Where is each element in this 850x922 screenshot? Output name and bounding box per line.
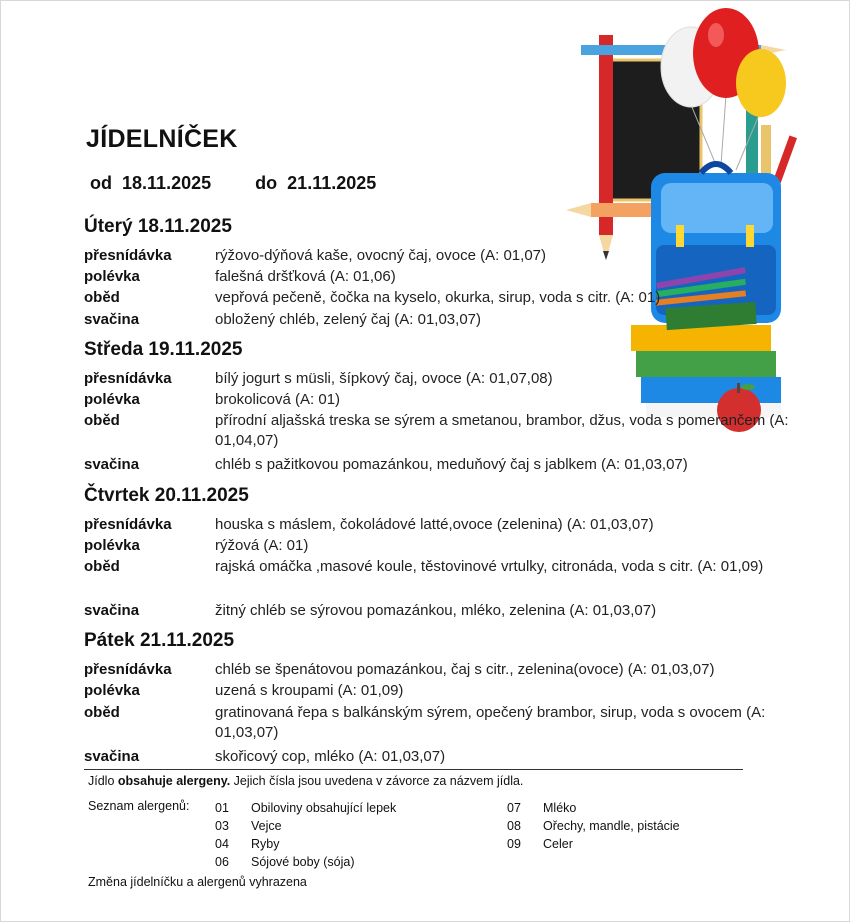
note-text: Jídlo bbox=[88, 774, 118, 788]
allergen-item bbox=[215, 799, 396, 817]
allergen-column bbox=[215, 799, 396, 871]
to-label: do bbox=[255, 173, 278, 193]
allergen-item bbox=[215, 817, 396, 835]
yellow-balloon-shape bbox=[736, 49, 786, 117]
meal-label: polévka bbox=[84, 682, 140, 699]
allergen-item bbox=[215, 835, 396, 853]
allergen-name: Obiloviny obsahující lepek bbox=[251, 801, 397, 815]
meal-text: houska s máslem, čokoládové latté,ovoce (zelenina) (A: 01,03,07) bbox=[215, 516, 654, 533]
allergen-name: Ryby bbox=[251, 837, 280, 851]
meal-label: oběd bbox=[84, 704, 120, 721]
meal-label: polévka bbox=[84, 537, 140, 554]
meal-label: polévka bbox=[84, 268, 140, 285]
page-title: JÍDELNÍČEK bbox=[86, 125, 238, 153]
allergen-code: 08 bbox=[507, 819, 521, 833]
meal-text: obložený chléb, zelený čaj (A: 01,03,07) bbox=[215, 311, 481, 328]
allergen-item bbox=[507, 817, 680, 835]
to-date: 21.11.2025 bbox=[287, 173, 377, 193]
meal-label: přesnídávka bbox=[84, 661, 172, 678]
allergen-name: Sójové boby (sója) bbox=[251, 855, 355, 869]
allergen-item bbox=[215, 853, 396, 871]
day-heading: Čtvrtek 20.11.2025 bbox=[84, 485, 249, 506]
allergen-list-label: Seznam alergenů: bbox=[88, 799, 190, 813]
meal-label: svačina bbox=[84, 748, 140, 765]
allergen-code: 03 bbox=[215, 819, 229, 833]
meal-text: bílý jogurt s müsli, šípkový čaj, ovoce (A: 01,07,08) bbox=[215, 370, 553, 387]
meal-text: chléb se špenátovou pomazánkou, čaj s citr., zelenina(ovoce) (A: 01,03,07) bbox=[215, 661, 715, 678]
meal-text: vepřová pečeně, čočka na kyselo, okurka, sirup, voda s citr. (A: 01) bbox=[215, 289, 661, 306]
allergen-name: Vejce bbox=[251, 819, 282, 833]
note-text: Jejich čísla jsou uvedena v závorce za názvem jídla. bbox=[230, 774, 524, 788]
meal-label: přesnídávka bbox=[84, 516, 172, 533]
meal-label: oběd bbox=[84, 558, 120, 575]
meal-text: gratinovaná řepa s balkánským sýrem, opečený brambor, sirup, voda s ovocem (A: 01,03,07) bbox=[215, 704, 766, 741]
meal-text: rýžovo-dýňová kaše, ovocný čaj, ovoce (A: 01,07) bbox=[215, 247, 546, 264]
allergen-name: Ořechy, mandle, pistácie bbox=[543, 819, 680, 833]
day-heading: Středa 19.11.2025 bbox=[84, 339, 243, 360]
allergen-code: 01 bbox=[215, 801, 229, 815]
meal-text: brokolicová (A: 01) bbox=[215, 391, 341, 408]
allergen-note bbox=[88, 774, 523, 788]
day-heading: Úterý 18.11.2025 bbox=[84, 216, 232, 237]
day-heading: Pátek 21.11.2025 bbox=[84, 630, 235, 651]
meal-label: svačina bbox=[84, 456, 140, 473]
meal-text: skořicový cop, mléko (A: 01,03,07) bbox=[215, 748, 446, 765]
meal-label: oběd bbox=[84, 289, 120, 306]
meal-text: rajská omáčka ,masové koule, těstovinové vrtulky, citronáda, voda s citr. (A: 01,09) bbox=[215, 558, 764, 575]
note-bold-text: obsahuje alergeny. bbox=[117, 774, 231, 788]
footer-note: Změna jídelníčku a alergenů vyhrazena bbox=[88, 875, 307, 889]
meal-text: chléb s pažitkovou pomazánkou, meduňový čaj s jablkem (A: 01,03,07) bbox=[215, 456, 688, 473]
allergen-item bbox=[507, 835, 680, 853]
meal-label: svačina bbox=[84, 311, 140, 328]
meal-text: žitný chléb se sýrovou pomazánkou, mléko, zelenina (A: 01,03,07) bbox=[215, 602, 657, 619]
allergen-item bbox=[507, 799, 680, 817]
meal-label: přesnídávka bbox=[84, 247, 172, 264]
allergen-name: Celer bbox=[543, 837, 573, 851]
allergen-code: 06 bbox=[215, 855, 229, 869]
from-date: 18.11.2025 bbox=[122, 173, 212, 193]
meal-label: svačina bbox=[84, 602, 140, 619]
meal-text: uzená s kroupami (A: 01,09) bbox=[215, 682, 404, 699]
meal-text: rýžová (A: 01) bbox=[215, 537, 309, 554]
meal-label: oběd bbox=[84, 412, 120, 429]
allergen-name: Mléko bbox=[543, 801, 577, 815]
date-range bbox=[90, 173, 376, 194]
meal-text: přírodní aljašská treska se sýrem a smetanou, brambor, džus, voda s pomerančem (A: 01,04,07) bbox=[215, 412, 789, 449]
allergen-code: 04 bbox=[215, 837, 229, 851]
meal-text: falešná dršťková (A: 01,06) bbox=[215, 268, 396, 285]
meal-label: polévka bbox=[84, 391, 140, 408]
allergen-code: 09 bbox=[507, 837, 521, 851]
allergen-code: 07 bbox=[507, 801, 521, 815]
from-label: od bbox=[90, 173, 112, 193]
divider bbox=[84, 769, 743, 770]
meal-label: přesnídávka bbox=[84, 370, 172, 387]
allergen-column bbox=[507, 799, 680, 853]
